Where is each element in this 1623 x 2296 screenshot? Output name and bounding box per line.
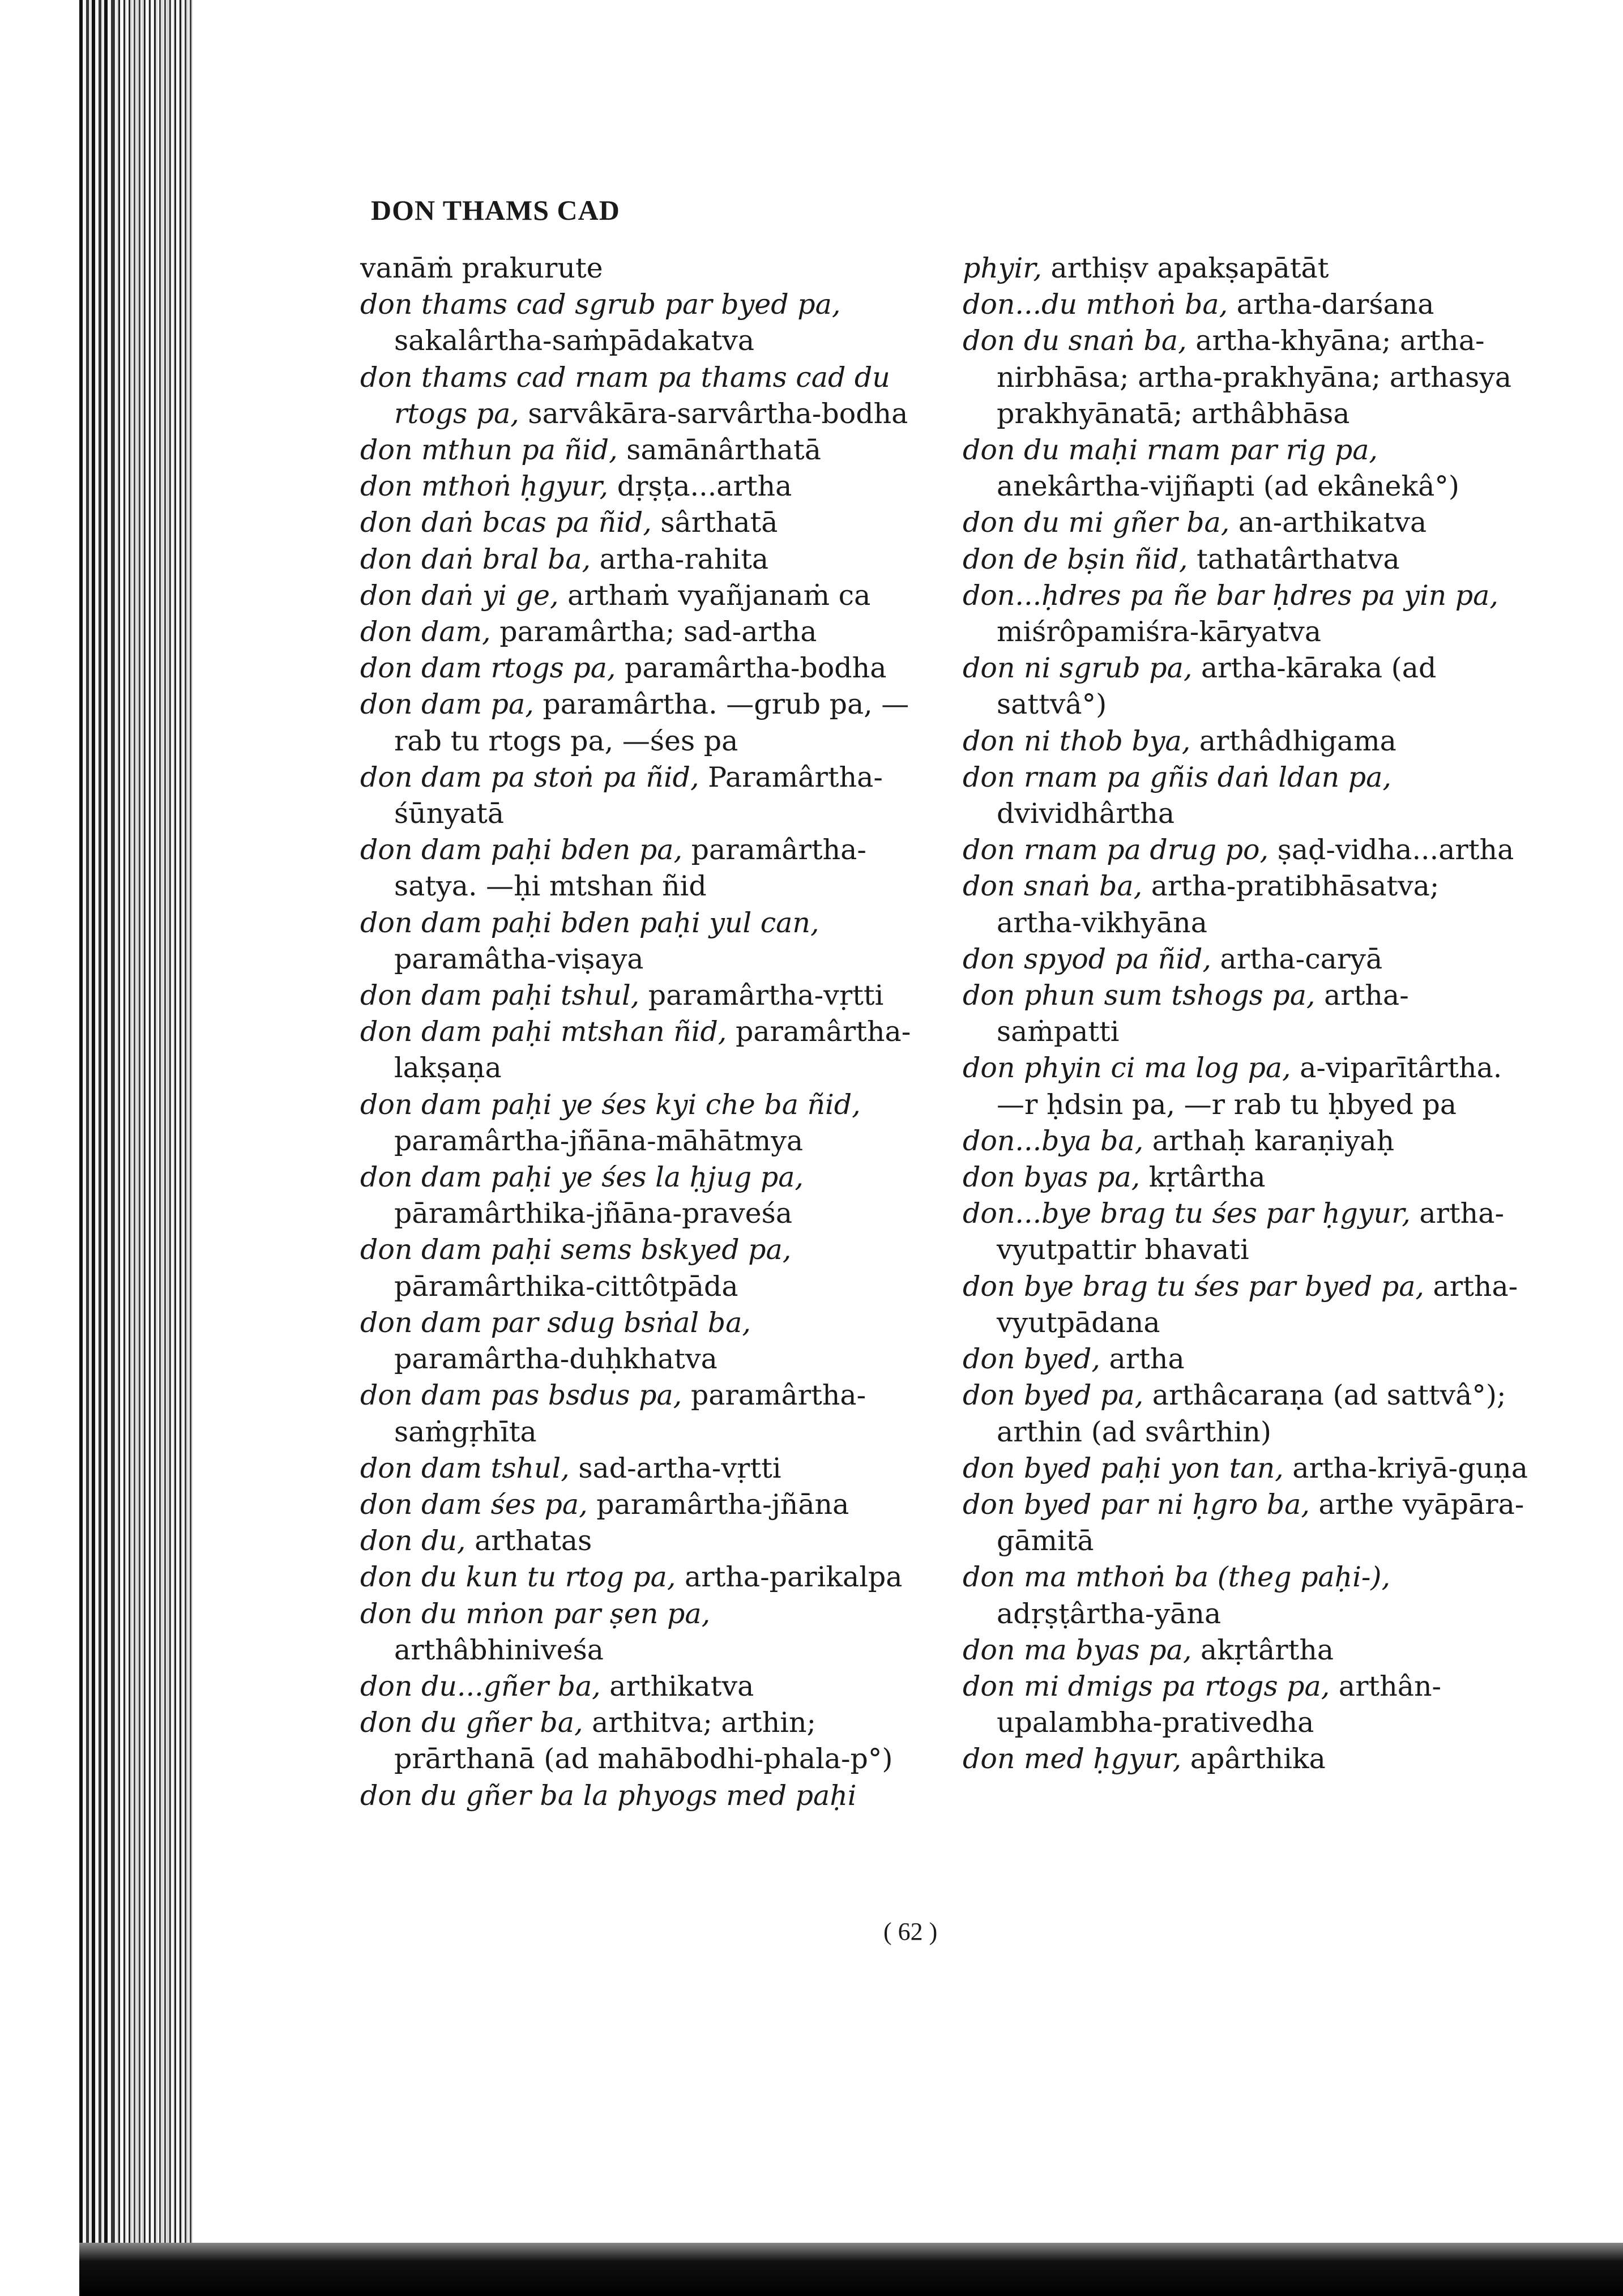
page-number: ( 62 ) xyxy=(883,1918,938,1945)
dictionary-entry: don ni sgrub pa, artha-kāraka (ad sattvâ°) xyxy=(963,652,1437,721)
dictionary-entry: don du gñer ba la phyogs med paḥi xyxy=(360,1779,857,1812)
page-stack-edge xyxy=(113,0,193,2296)
dictionary-entry: don dam paḥi bden paḥi yul can, paramâtha-viṣaya xyxy=(360,906,819,975)
dictionary-entry: don rnam pa gñis daṅ ldan pa, dvividhârtha xyxy=(963,761,1391,830)
dictionary-entry: don byed par ni ḥgro ba, arthe vyāpāra-gāmitā xyxy=(963,1488,1524,1557)
dictionary-entry: vanāṁ prakurute xyxy=(360,252,603,284)
dictionary-entry: don ma byas pa, akṛtârtha xyxy=(963,1633,1334,1666)
dictionary-entry: don...bye brag tu śes par ḥgyur, artha-vyutpattir bhavati xyxy=(963,1197,1505,1266)
left-column xyxy=(360,250,926,1814)
dictionary-entry: don dam paḥi bden pa, paramârtha-satya. —ḥi mtshan ñid xyxy=(360,834,866,903)
dictionary-entry: don dam pas bsdus pa, paramârtha-saṁgṛhīta xyxy=(360,1379,866,1448)
page-title: DON THAMS CAD xyxy=(371,194,620,226)
dictionary-entry: don dam śes pa, paramârtha-jñāna xyxy=(360,1488,849,1521)
dictionary-entry: don du, arthatas xyxy=(360,1525,592,1557)
dictionary-entry: don du mṅon par ṣen pa, arthâbhiniveśa xyxy=(360,1597,711,1666)
dictionary-entry: phyir, arthiṣv apakṣapātāt xyxy=(963,252,1329,284)
dictionary-entry: don thams cad sgrub par byed pa, sakalârtha-saṁpādakatva xyxy=(360,288,841,357)
dictionary-entry: don du maḥi rnam par rig pa, anekârtha-vijñapti (ad ekânekâ°) xyxy=(963,434,1459,503)
dictionary-entry: don du snaṅ ba, artha-khyāna; artha-nirbhāsa; artha-prakhyāna; arthasya prakhyānatā; arthâbhāsa xyxy=(963,325,1512,430)
dictionary-entry: don ma mthoṅ ba (theg paḥi-), adṛṣṭârtha-yāna xyxy=(963,1561,1391,1630)
dictionary-entry: don daṅ bcas pa ñid, sârthatā xyxy=(360,506,778,539)
dictionary-entry: don de bṣin ñid, tathatârthatva xyxy=(963,543,1400,575)
dictionary-entry: don dam paḥi sems bskyed pa, pāramârthika-cittôtpāda xyxy=(360,1234,792,1303)
dictionary-entry: don dam, paramârtha; sad-artha xyxy=(360,616,817,648)
dictionary-entry: don byed, artha xyxy=(963,1343,1185,1376)
right-column xyxy=(963,250,1529,1778)
dictionary-entry: don phun sum tshogs pa, artha-saṁpatti xyxy=(963,979,1409,1048)
dictionary-entry: don du kun tu rtog pa, artha-parikalpa xyxy=(360,1561,903,1594)
dictionary-entry: don dam tshul, sad-artha-vṛtti xyxy=(360,1452,781,1484)
dictionary-entry: don mthoṅ ḥgyur, dṛṣṭa...artha xyxy=(360,470,792,503)
dictionary-entry: don dam paḥi ye śes la ḥjug pa, pāramârthika-jñāna-praveśa xyxy=(360,1161,804,1230)
dictionary-entry: don dam rtogs pa, paramârtha-bodha xyxy=(360,652,887,685)
dictionary-entry: don dam paḥi mtshan ñid, paramârtha-lakṣaṇa xyxy=(360,1015,911,1085)
dictionary-entry: don dam pa, paramârtha. —grub pa, —rab tu rtogs pa, —śes pa xyxy=(360,688,909,757)
dictionary-entry: don byed pa, arthâcaraṇa (ad sattvâ°); arthin (ad svârthin) xyxy=(963,1379,1506,1448)
dictionary-entry: don...ḥdres pa ñe bar ḥdres pa yin pa, miśrôpamiśra-kāryatva xyxy=(963,579,1498,648)
dictionary-entry: don daṅ bral ba, artha-rahita xyxy=(360,543,769,575)
dictionary-entry: don mthun pa ñid, samānârthatā xyxy=(360,434,821,467)
dictionary-entry: don snaṅ ba, artha-pratibhāsatva; artha-vikhyāna xyxy=(963,870,1440,939)
dictionary-entry: don byas pa, kṛtârtha xyxy=(963,1161,1266,1194)
dictionary-entry: don byed paḥi yon tan, artha-kriyā-guṇa xyxy=(963,1452,1528,1484)
dictionary-entry: don dam pa stoṅ pa ñid, Paramârtha-śūnyatā xyxy=(360,761,883,830)
dictionary-entry: don...du mthoṅ ba, artha-darśana xyxy=(963,288,1434,321)
scan-bottom-edge xyxy=(79,2243,1623,2296)
dictionary-entry: don med ḥgyur, apârthika xyxy=(963,1743,1326,1776)
dictionary-entry: don thams cad rnam pa thams cad du rtogs pa, sarvâkāra-sarvârtha-bodha xyxy=(360,361,908,430)
dictionary-entry: don du mi gñer ba, an-arthikatva xyxy=(963,506,1427,539)
dictionary-entry: don...bya ba, arthaḥ karaṇiyaḥ xyxy=(963,1124,1395,1157)
dictionary-entry: don ni thob bya, arthâdhigama xyxy=(963,724,1396,757)
dictionary-entry: don dam paḥi tshul, paramârtha-vṛtti xyxy=(360,979,884,1012)
dictionary-entry: don phyin ci ma log pa, a-viparītârtha. —r ḥdsin pa, —r rab tu ḥbyed pa xyxy=(963,1052,1502,1121)
dictionary-entry: don dam par sdug bsṅal ba, paramârtha-duḥkhatva xyxy=(360,1306,751,1376)
dictionary-entry: don bye brag tu śes par byed pa, artha-vyutpādana xyxy=(963,1270,1518,1339)
dictionary-entry: don mi dmigs pa rtogs pa, arthân-upalambha-prativedha xyxy=(963,1670,1442,1739)
dictionary-entry: don daṅ yi ge, arthaṁ vyañjanaṁ ca xyxy=(360,579,871,612)
dictionary-entry: don du...gñer ba, arthikatva xyxy=(360,1670,754,1702)
dictionary-entry: don rnam pa drug po, ṣaḍ-vidha...artha xyxy=(963,834,1514,867)
dictionary-entry: don du gñer ba, arthitva; arthin; prārthanā (ad mahābodhi-phala-p°) xyxy=(360,1706,893,1776)
dictionary-entry: don spyod pa ñid, artha-caryā xyxy=(963,942,1383,975)
dictionary-entry: don dam paḥi ye śes kyi che ba ñid, paramârtha-jñāna-māhātmya xyxy=(360,1088,861,1157)
